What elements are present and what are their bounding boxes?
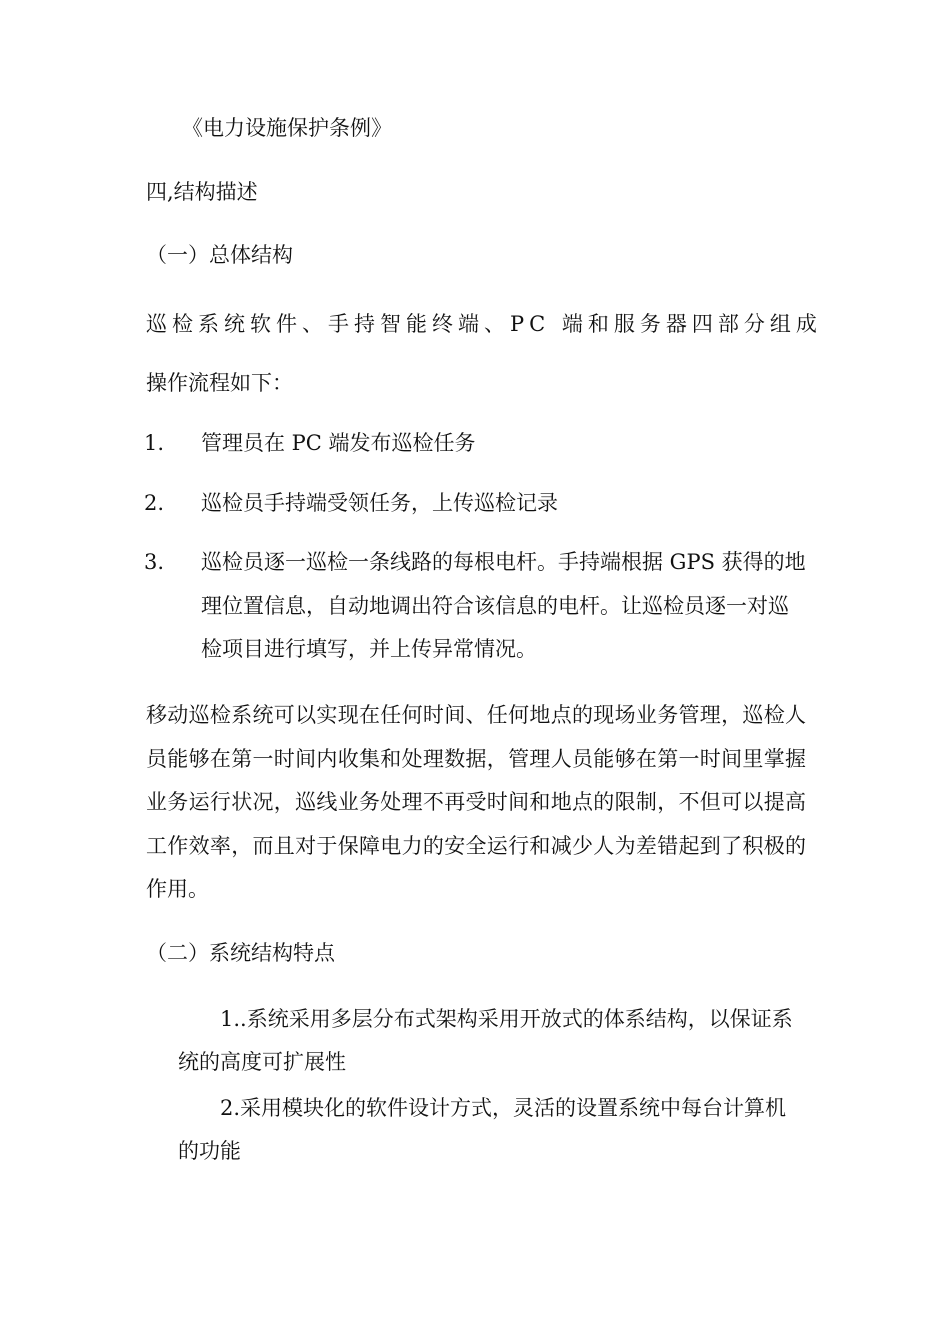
process-intro: 操作流程如下： <box>146 371 293 395</box>
feature-item: 2.采用模块化的软件设计方式，灵活的设置系统中每台计算机的功能 <box>178 1096 787 1163</box>
regulation-title: 《电力设施保护条例》 <box>182 116 392 140</box>
subsection-heading-system-features: （二）系统结构特点 <box>146 941 335 965</box>
step-text: 巡检员手持端受领任务，上传巡检记录 <box>201 491 558 515</box>
feature-item: 1..系统采用多层分布式架构采用开放式的体系结构，以保证系统的高度可扩展性 <box>178 1007 793 1074</box>
summary-paragraph: 移动巡检系统可以实现在任何时间、任何地点的现场业务管理，巡检人员能够在第一时间内收集和处理数据，管理人员能够在第一时间里掌握业务运行状况，巡线业务处理不再受时间和地点的限制，不但可以提高工作效率，而且对于保障电力的安全运行和减少人为差错起到了积极的作用。 <box>146 703 806 901</box>
subsection-heading-overall-structure: （一）总体结构 <box>146 243 293 267</box>
step-text: 巡检员逐一巡检一条线路的每根电杆。手持端根据 GPS 获得的地理位置信息，自动地调出符合该信息的电杆。让巡检员逐一对巡检项目进行填写，并上传异常情况。 <box>201 550 806 661</box>
step-number: 1. <box>144 431 165 455</box>
step-number: 2. <box>144 491 165 515</box>
step-text: 管理员在 PC 端发布巡检任务 <box>201 431 476 455</box>
section-heading: 四,结构描述 <box>146 180 258 204</box>
step-number: 3. <box>144 550 165 574</box>
composition-line: 巡检系统软件、手持智能终端、PC 端和服务器四部分组成 <box>146 312 822 336</box>
